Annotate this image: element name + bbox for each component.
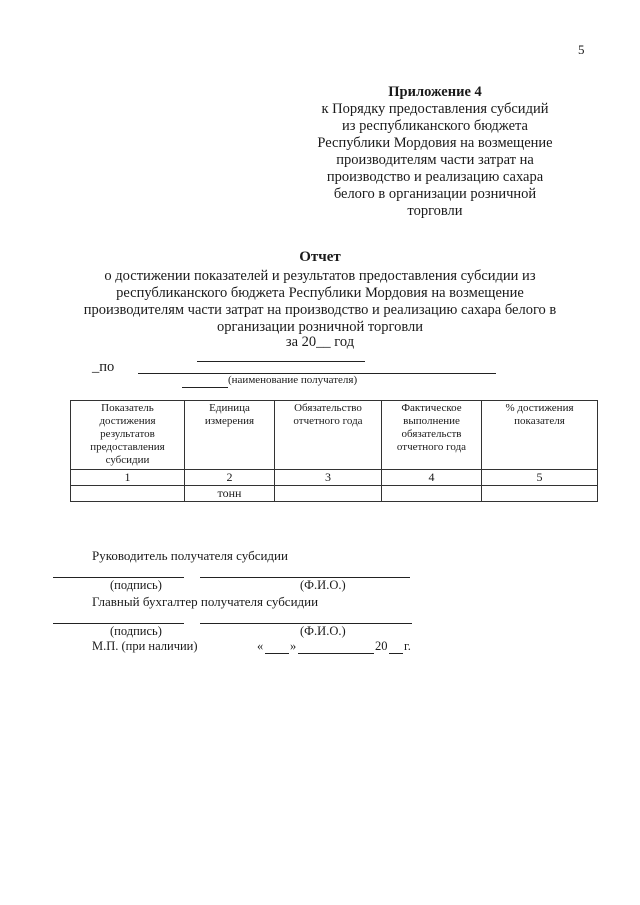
- report-description-line: производителям части затрат на производство и реализацию сахара белого в: [83, 302, 557, 318]
- table-cell[interactable]: [71, 486, 185, 502]
- accountant-label: Главный бухгалтер получателя субсидии: [92, 594, 319, 609]
- report-period: за 20__ год: [285, 334, 355, 350]
- page-number: 5: [578, 42, 585, 57]
- date-quote-open: «: [257, 639, 264, 653]
- appendix-title: Приложение 4: [388, 84, 482, 100]
- report-description-line: о достижении показателей и результатов предоставления субсидии из: [104, 268, 536, 284]
- column-number: 2: [185, 470, 275, 486]
- appendix-line: торговли: [407, 203, 463, 219]
- report-table: [70, 400, 598, 502]
- appendix-line: производителям части затрат на: [336, 152, 534, 168]
- column-number-row: [71, 470, 598, 486]
- column-number: 3: [275, 470, 382, 486]
- report-description-line: организации розничной торговли: [216, 319, 424, 335]
- date-quote-close: »: [290, 639, 297, 653]
- report-description: [50, 268, 590, 336]
- column-number: 5: [482, 470, 598, 486]
- appendix-line: Республики Мордовия на возмещение: [317, 135, 553, 151]
- table-cell[interactable]: [482, 486, 598, 502]
- header-cell: Фактическое выполнение обязательств отчетного года: [382, 401, 482, 470]
- table-cell[interactable]: тонн: [185, 486, 275, 502]
- head-signature-caption: (подпись): [110, 578, 162, 592]
- accountant-signature-caption: (подпись): [110, 624, 162, 638]
- appendix-line: к Порядку предоставления субсидий: [321, 101, 549, 117]
- date-month-line[interactable]: [298, 653, 374, 654]
- recipient-caption: (наименование получателя): [228, 374, 358, 386]
- accountant-fio-caption: (Ф.И.О.): [300, 624, 346, 638]
- blank-line-upper: [197, 361, 365, 362]
- column-number: 1: [71, 470, 185, 486]
- appendix-line: белого в организации розничной: [333, 186, 537, 202]
- date-day-line[interactable]: [265, 653, 289, 654]
- table-cell[interactable]: [275, 486, 382, 502]
- date-year-line[interactable]: [389, 653, 403, 654]
- report-title: Отчет: [299, 249, 341, 265]
- table-row: [71, 486, 598, 502]
- header-cell: Единица измерения: [185, 401, 275, 470]
- column-number: 4: [382, 470, 482, 486]
- head-fio-caption: (Ф.И.О.): [300, 578, 346, 592]
- appendix-line: производство и реализацию сахара: [326, 169, 544, 185]
- table-cell[interactable]: [382, 486, 482, 502]
- date-year: 20: [375, 639, 388, 653]
- report-description-line: республиканского бюджета Республики Мордовия на возмещение: [116, 285, 524, 301]
- header-cell: Обязательство отчетного года: [275, 401, 382, 470]
- head-label: Руководитель получателя субсидии: [92, 548, 288, 563]
- header-cell: % достижения показателя: [482, 401, 598, 470]
- header-cell: Показатель достижения результатов предоставления субсидии: [71, 401, 185, 470]
- by-label: _по: [92, 359, 115, 375]
- table-header-row: [71, 401, 598, 470]
- appendix-block: [290, 84, 580, 220]
- appendix-line: из республиканского бюджета: [342, 118, 528, 134]
- date-suffix: г.: [404, 639, 411, 653]
- recipient-prefix-line: [182, 387, 228, 388]
- stamp-label: М.П. (при наличии): [92, 639, 198, 653]
